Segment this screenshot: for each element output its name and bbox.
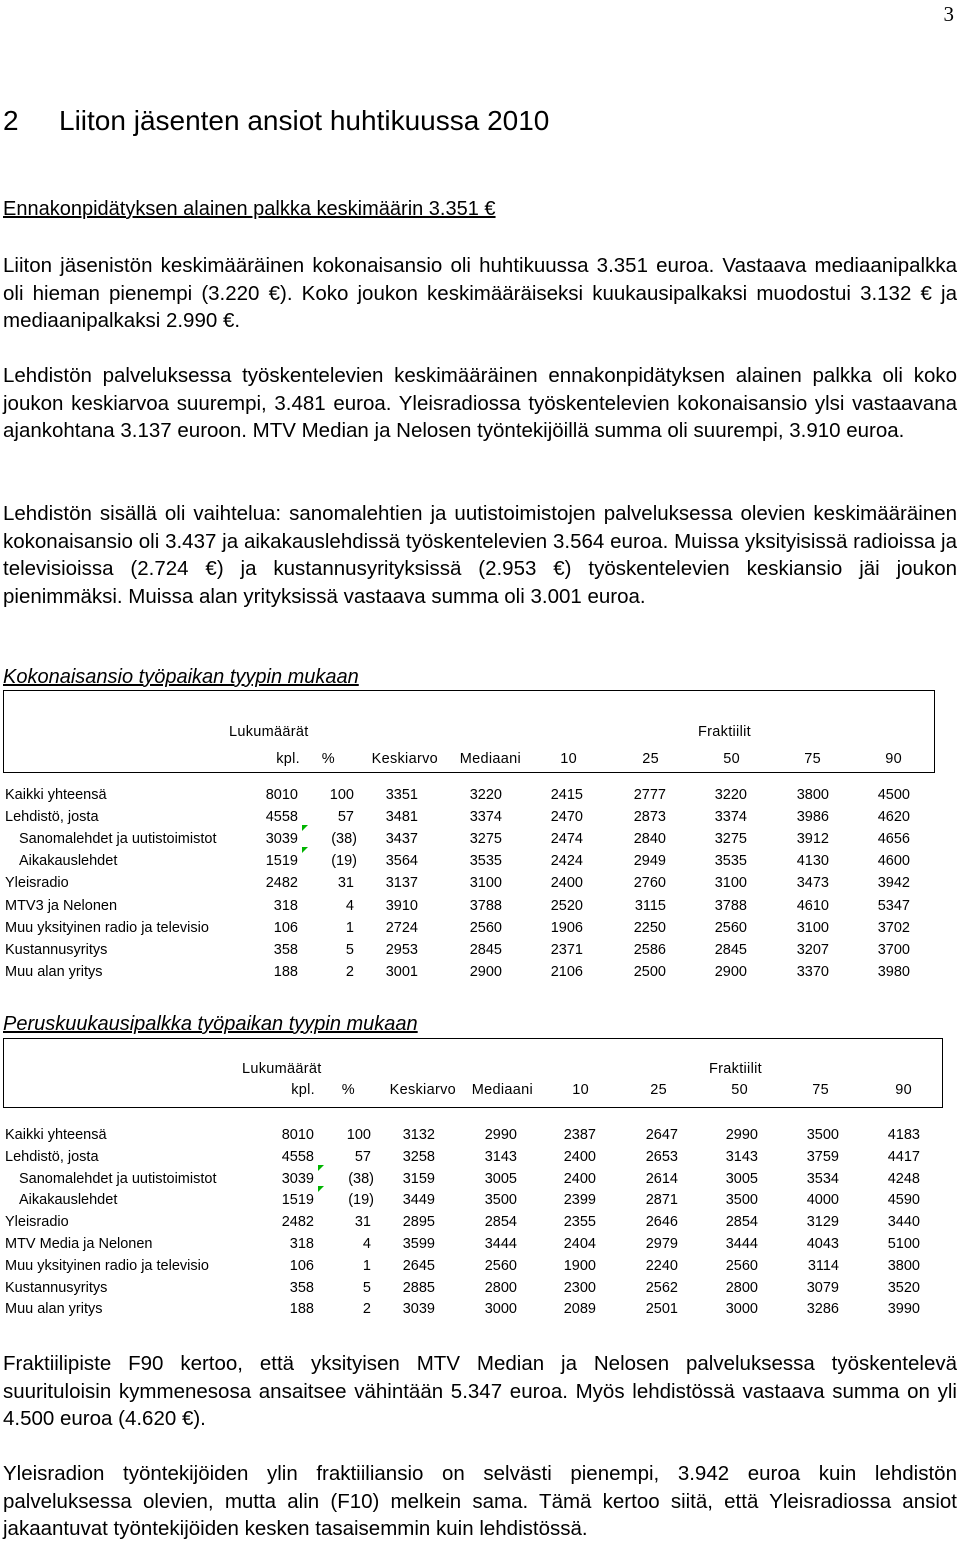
table1-col-header: 90 [885, 751, 902, 767]
comment-marker-icon [302, 847, 308, 853]
table2-row-label: Kustannusyritys [5, 1279, 108, 1296]
table2-cell: 4183 [887, 1127, 920, 1143]
table2-cell: 3129 [806, 1214, 839, 1231]
table2-cell: 3143 [484, 1148, 517, 1165]
table2-col-header: 90 [895, 1082, 912, 1098]
table2-cell: 3500 [484, 1192, 517, 1209]
table2-cell: 2501 [645, 1301, 678, 1318]
paragraph-2: Lehdistön palveluksessa työskentelevien keskimääräinen ennakonpidätyksen alainen palkka oli koko joukon keskiarvoa suurempi, 3.481 euroa. Yleisradiossa työskentelevien kokonaisansio ylsi vastaavana ajankohtana 3.137 euroon. MTV Median ja Nelosen työntekijöillä summa oli suurempi, 3.910 euroa. [3, 364, 957, 442]
table1-cell: 3374 [469, 809, 502, 826]
table1-cell: 106 [273, 919, 298, 936]
table2-cell: 1 [362, 1257, 371, 1274]
table1-cell: 2400 [550, 875, 583, 892]
table2-cell: 2400 [563, 1148, 596, 1165]
table1-col-header: Mediaani [459, 751, 521, 767]
table2-cell: 2089 [563, 1301, 596, 1318]
table2-row-label: MTV Media ja Nelonen [5, 1236, 153, 1252]
table2-cell: 2990 [725, 1127, 758, 1143]
table1-col-header: 10 [560, 751, 577, 767]
table2-cell: 2646 [645, 1214, 678, 1231]
table1-cell: 4 [345, 897, 354, 914]
table1-cell: 188 [273, 963, 298, 980]
table2-cell: 2404 [563, 1236, 596, 1252]
table1-cell: 3100 [714, 875, 747, 892]
table2-cell: 1519 [281, 1192, 314, 1209]
table1-cell: 2500 [633, 963, 666, 980]
table2-cell: 4000 [806, 1192, 839, 1209]
table2-cell: 3286 [806, 1301, 839, 1318]
table1-cell: 3437 [385, 831, 418, 848]
table2-cell: 3258 [402, 1148, 435, 1165]
table1-cell: 4558 [265, 809, 298, 826]
table2-row-label: Kaikki yhteensä [5, 1127, 107, 1143]
table2-cell: 1900 [563, 1257, 596, 1274]
table1-group-counts: Lukumäärät [229, 724, 309, 740]
table2-cell: 3759 [806, 1148, 839, 1165]
table1-cell: 3220 [469, 787, 502, 803]
paragraph-3: Lehdistön sisällä oli vaihtelua: sanomalehtien ja uutistoimistojen palveluksessa olevien keskimääräinen kokonaisansio oli 3.437 ja aikakauslehdissä työskentelevien 3.564 euroa. Muissa yksityisissä radioissa ja televisioissa (2.724 €) ja kustannusyrityksissä (2.953 €) työskentelevien keskiansio jäi joukon pienimmäksi. Muissa alan yrityksissä vastaava summa oli 3.001 euroa. [3, 502, 957, 608]
table2-cell: 5 [362, 1279, 371, 1296]
table2-cell: 2895 [402, 1214, 435, 1231]
comment-marker-icon [302, 825, 308, 831]
table1-cell: 5347 [877, 897, 910, 914]
table2-cell: 3143 [725, 1148, 758, 1165]
table1-cell: (19) [331, 853, 357, 870]
table1-cell: 3980 [877, 963, 910, 980]
table1-cell: 2949 [633, 853, 666, 870]
table1-cell: 2724 [385, 919, 418, 936]
table2-row-label: Yleisradio [5, 1214, 69, 1231]
table2-cell: (19) [348, 1192, 374, 1209]
table1-cell: 3220 [714, 787, 747, 803]
table1-cell: 2371 [550, 941, 583, 958]
table1-row-label: MTV3 ja Nelonen [5, 897, 118, 914]
table1-cell: 3115 [634, 897, 666, 914]
table1-cell: 4610 [796, 897, 829, 914]
table2-cell: (38) [348, 1170, 374, 1187]
table2-cell: 2562 [645, 1279, 678, 1296]
table2-cell: 4248 [887, 1170, 920, 1187]
table1-cell: 5 [345, 941, 354, 958]
table1-cell: 2873 [633, 809, 666, 826]
section-heading [3, 105, 549, 137]
table2-cell: 4 [362, 1236, 371, 1252]
table2-cell: 318 [289, 1236, 314, 1252]
table2-cell: 2800 [725, 1279, 758, 1296]
table2-col-header: 25 [650, 1082, 667, 1098]
table1-cell: 57 [337, 809, 354, 826]
table1-cell: 3481 [385, 809, 418, 826]
table2-row-label: Muu yksityinen radio ja televisio [5, 1257, 209, 1274]
table1-cell: 3564 [385, 853, 418, 870]
table2-cell: 8010 [281, 1127, 314, 1143]
table2-col-header: Mediaani [471, 1082, 533, 1098]
table1-cell: 3942 [877, 875, 910, 892]
table1-group-fractiles: Fraktiilit [698, 724, 751, 740]
table2-row-label: Lehdistö, josta [5, 1148, 99, 1165]
table2-cell: 3520 [887, 1279, 920, 1296]
subtitle: Ennakonpidätyksen alainen palkka keskimäärin 3.351 € [3, 198, 496, 220]
table1-cell: 3986 [796, 809, 829, 826]
table2-col-header: 10 [572, 1082, 589, 1098]
table2-col-header: 75 [812, 1082, 829, 1098]
table2-cell: 2854 [484, 1214, 517, 1231]
table1-cell: 4600 [877, 853, 910, 870]
table2-row-label: Sanomalehdet ja uutistoimistot [19, 1170, 217, 1187]
table2-cell: 2387 [563, 1127, 596, 1143]
table1-cell: 3912 [796, 831, 829, 848]
table1-cell: 3702 [877, 919, 910, 936]
table1-cell: 2560 [714, 919, 747, 936]
table1-row-label: Aikakauslehdet [19, 853, 118, 870]
table2-cell: 2645 [402, 1257, 435, 1274]
table1-cell: 3473 [796, 875, 829, 892]
table2-cell: 2300 [563, 1279, 596, 1296]
table1-col-header: % [321, 751, 335, 767]
table1-cell: 1906 [550, 919, 583, 936]
table1-cell: 4500 [877, 787, 910, 803]
table2-cell: 3449 [402, 1192, 435, 1209]
table2-cell: 3000 [725, 1301, 758, 1318]
table1-cell: 3370 [796, 963, 829, 980]
table1-cell: 3535 [469, 853, 502, 870]
table2-cell: 3005 [725, 1170, 758, 1187]
table2-cell: 2854 [725, 1214, 758, 1231]
table2-group-fractiles: Fraktiilit [709, 1061, 762, 1077]
table2-cell: 188 [289, 1301, 314, 1318]
table1-cell: 3800 [796, 787, 829, 803]
table2-cell: 3000 [484, 1301, 517, 1318]
table2-cell: 3132 [402, 1127, 435, 1143]
table1-row-label: Sanomalehdet ja uutistoimistot [19, 831, 217, 848]
table1-cell: 1 [345, 919, 354, 936]
table2-cell: 3005 [484, 1170, 517, 1187]
table1-cell: 318 [273, 897, 298, 914]
table2-cell: 4590 [887, 1192, 920, 1209]
table1-cell: 3910 [385, 897, 418, 914]
table1-cell: 2953 [385, 941, 418, 958]
table2-col-header: kpl. [291, 1082, 315, 1098]
section-title: Liiton jäsenten ansiot huhtikuussa 2010 [59, 105, 550, 136]
table2-row-label: Aikakauslehdet [19, 1192, 118, 1209]
table2-cell: 358 [289, 1279, 314, 1296]
closing-paragraph-2: Yleisradion työntekijöiden ylin fraktiiliansio on selvästi pienempi, 3.942 euroa kuin lehdistön palveluksessa olevien, mutta alin (F10) melkein sama. Tämä kertoo siitä, että Yleisradiossa ansiot jakaantuvat työntekijöiden kesken tasaisemmin kuin lehdistössä. [3, 1462, 957, 1540]
table1-cell: 2586 [633, 941, 666, 958]
table1-cell: 3535 [714, 853, 747, 870]
table2-cell: 5100 [887, 1236, 920, 1252]
table2-col-header: % [341, 1082, 355, 1098]
table1-cell: 2900 [714, 963, 747, 980]
table2-cell: 3159 [402, 1170, 435, 1187]
table1-cell: 2840 [633, 831, 666, 848]
table1-cell: 31 [337, 875, 354, 892]
table1-cell: 2106 [550, 963, 583, 980]
closing-paragraph-1: Fraktiilipiste F90 kertoo, että yksityisen MTV Median ja Nelosen palveluksessa työskentelevä suurituloisin kymmenesosa ansaitsee vähintään 5.347 euroa. Myös lehdistössä vastaava summa on yli 4.500 euroa (4.620 €). [3, 1352, 957, 1430]
table2-cell: 3444 [484, 1236, 517, 1252]
table2-cell: 3114 [807, 1257, 839, 1274]
table2-cell: 3500 [725, 1192, 758, 1209]
table1-row-label: Kaikki yhteensä [5, 787, 107, 803]
table2-col-header: 50 [731, 1082, 748, 1098]
table1-cell: 2845 [469, 941, 502, 958]
table2-cell: 2979 [645, 1236, 678, 1252]
table1-cell: 3100 [796, 919, 829, 936]
table1-cell: 2250 [633, 919, 666, 936]
table2-cell: 4417 [887, 1148, 920, 1165]
table2-cell: 2647 [645, 1127, 678, 1143]
table2-cell: 3500 [806, 1127, 839, 1143]
table1-caption: Kokonaisansio työpaikan tyypin mukaan [3, 666, 359, 688]
table2-cell: 2 [362, 1301, 371, 1318]
table1-col-header: kpl. [276, 751, 300, 767]
table2-cell: 3599 [402, 1236, 435, 1252]
comment-marker-icon [318, 1186, 324, 1192]
page-number: 3 [943, 2, 954, 26]
table1-cell: 2845 [714, 941, 747, 958]
table1-row-label: Kustannusyritys [5, 941, 108, 958]
table2-cell: 31 [354, 1214, 371, 1231]
table1-cell: 3788 [714, 897, 747, 914]
table1-cell: 3001 [385, 963, 418, 980]
table2-cell: 3039 [281, 1170, 314, 1187]
table1-cell: 8010 [265, 787, 298, 803]
table1-cell: 3207 [796, 941, 829, 958]
table2-cell: 2653 [645, 1148, 678, 1165]
table2-cell: 2885 [402, 1279, 435, 1296]
table1-cell: 2470 [550, 809, 583, 826]
table2-cell: 2560 [725, 1257, 758, 1274]
table1-cell: 2424 [550, 853, 583, 870]
table1-cell: 3374 [714, 809, 747, 826]
table2-cell: 3444 [725, 1236, 758, 1252]
table1-row-label: Muu yksityinen radio ja televisio [5, 919, 209, 936]
table2-cell: 4043 [806, 1236, 839, 1252]
table2-cell: 2355 [563, 1214, 596, 1231]
table1-cell: 4620 [877, 809, 910, 826]
table2-row-label: Muu alan yritys [5, 1301, 103, 1318]
table1-col-header: Keskiarvo [371, 751, 438, 767]
table1-row-label: Lehdistö, josta [5, 809, 99, 826]
table2-cell: 3079 [806, 1279, 839, 1296]
table2-group-counts: Lukumäärät [242, 1061, 322, 1077]
table1-cell: 358 [273, 941, 298, 958]
comment-marker-icon [318, 1165, 324, 1171]
table1-cell: 3275 [469, 831, 502, 848]
table2-caption: Peruskuukausipalkka työpaikan tyypin mukaan [3, 1013, 418, 1035]
table2-cell: 3440 [887, 1214, 920, 1231]
table2-cell: 2400 [563, 1170, 596, 1187]
table1-cell: 4130 [796, 853, 829, 870]
table1-cell: (38) [331, 831, 357, 848]
section-number: 2 [3, 105, 19, 136]
table1-cell: 3351 [385, 787, 418, 803]
table1-cell: 2415 [550, 787, 583, 803]
table2-cell: 2871 [645, 1192, 678, 1209]
table1-cell: 2900 [469, 963, 502, 980]
table1-cell: 3137 [385, 875, 418, 892]
table1-row-label: Yleisradio [5, 875, 69, 892]
table2-cell: 2240 [645, 1257, 678, 1274]
table1-col-header: 75 [804, 751, 821, 767]
table1-cell: 1519 [265, 853, 298, 870]
table2-cell: 3039 [402, 1301, 435, 1318]
table1-cell: 2777 [633, 787, 666, 803]
table2-col-header: Keskiarvo [389, 1082, 456, 1098]
table2-cell: 2399 [563, 1192, 596, 1209]
table1-cell: 3275 [714, 831, 747, 848]
paragraph-1: Liiton jäsenistön keskimääräinen kokonaisansio oli huhtikuussa 3.351 euroa. Vastaava mediaanipalkka oli hieman pienempi (3.220 €). Koko joukon keskimääräiseksi kuukausipalkaksi muodostui 3.132 € ja mediaanipalkaksi 2.990 €. [3, 254, 957, 332]
table1-cell: 3700 [877, 941, 910, 958]
table1-cell: 100 [329, 787, 354, 803]
table1-row-label: Muu alan yritys [5, 963, 103, 980]
table1-cell: 2482 [265, 875, 298, 892]
table2-cell: 106 [289, 1257, 314, 1274]
table1-cell: 2474 [550, 831, 583, 848]
table2-cell: 3990 [887, 1301, 920, 1318]
table2-cell: 100 [346, 1127, 371, 1143]
table1-cell: 2 [345, 963, 354, 980]
table1-cell: 4656 [877, 831, 910, 848]
table1-cell: 3100 [469, 875, 502, 892]
table2-cell: 2990 [484, 1127, 517, 1143]
table1-col-header: 25 [642, 751, 659, 767]
table1-cell: 2520 [550, 897, 583, 914]
table1-cell: 3039 [265, 831, 298, 848]
table2-cell: 4558 [281, 1148, 314, 1165]
table2-cell: 3800 [887, 1257, 920, 1274]
table1-cell: 3788 [469, 897, 502, 914]
table2-cell: 2800 [484, 1279, 517, 1296]
table2-cell: 2482 [281, 1214, 314, 1231]
table2-cell: 2560 [484, 1257, 517, 1274]
table1-cell: 2560 [469, 919, 502, 936]
table2-cell: 3534 [806, 1170, 839, 1187]
table1-cell: 2760 [633, 875, 666, 892]
table1-col-header: 50 [723, 751, 740, 767]
table2-cell: 57 [354, 1148, 371, 1165]
table2-cell: 2614 [645, 1170, 678, 1187]
